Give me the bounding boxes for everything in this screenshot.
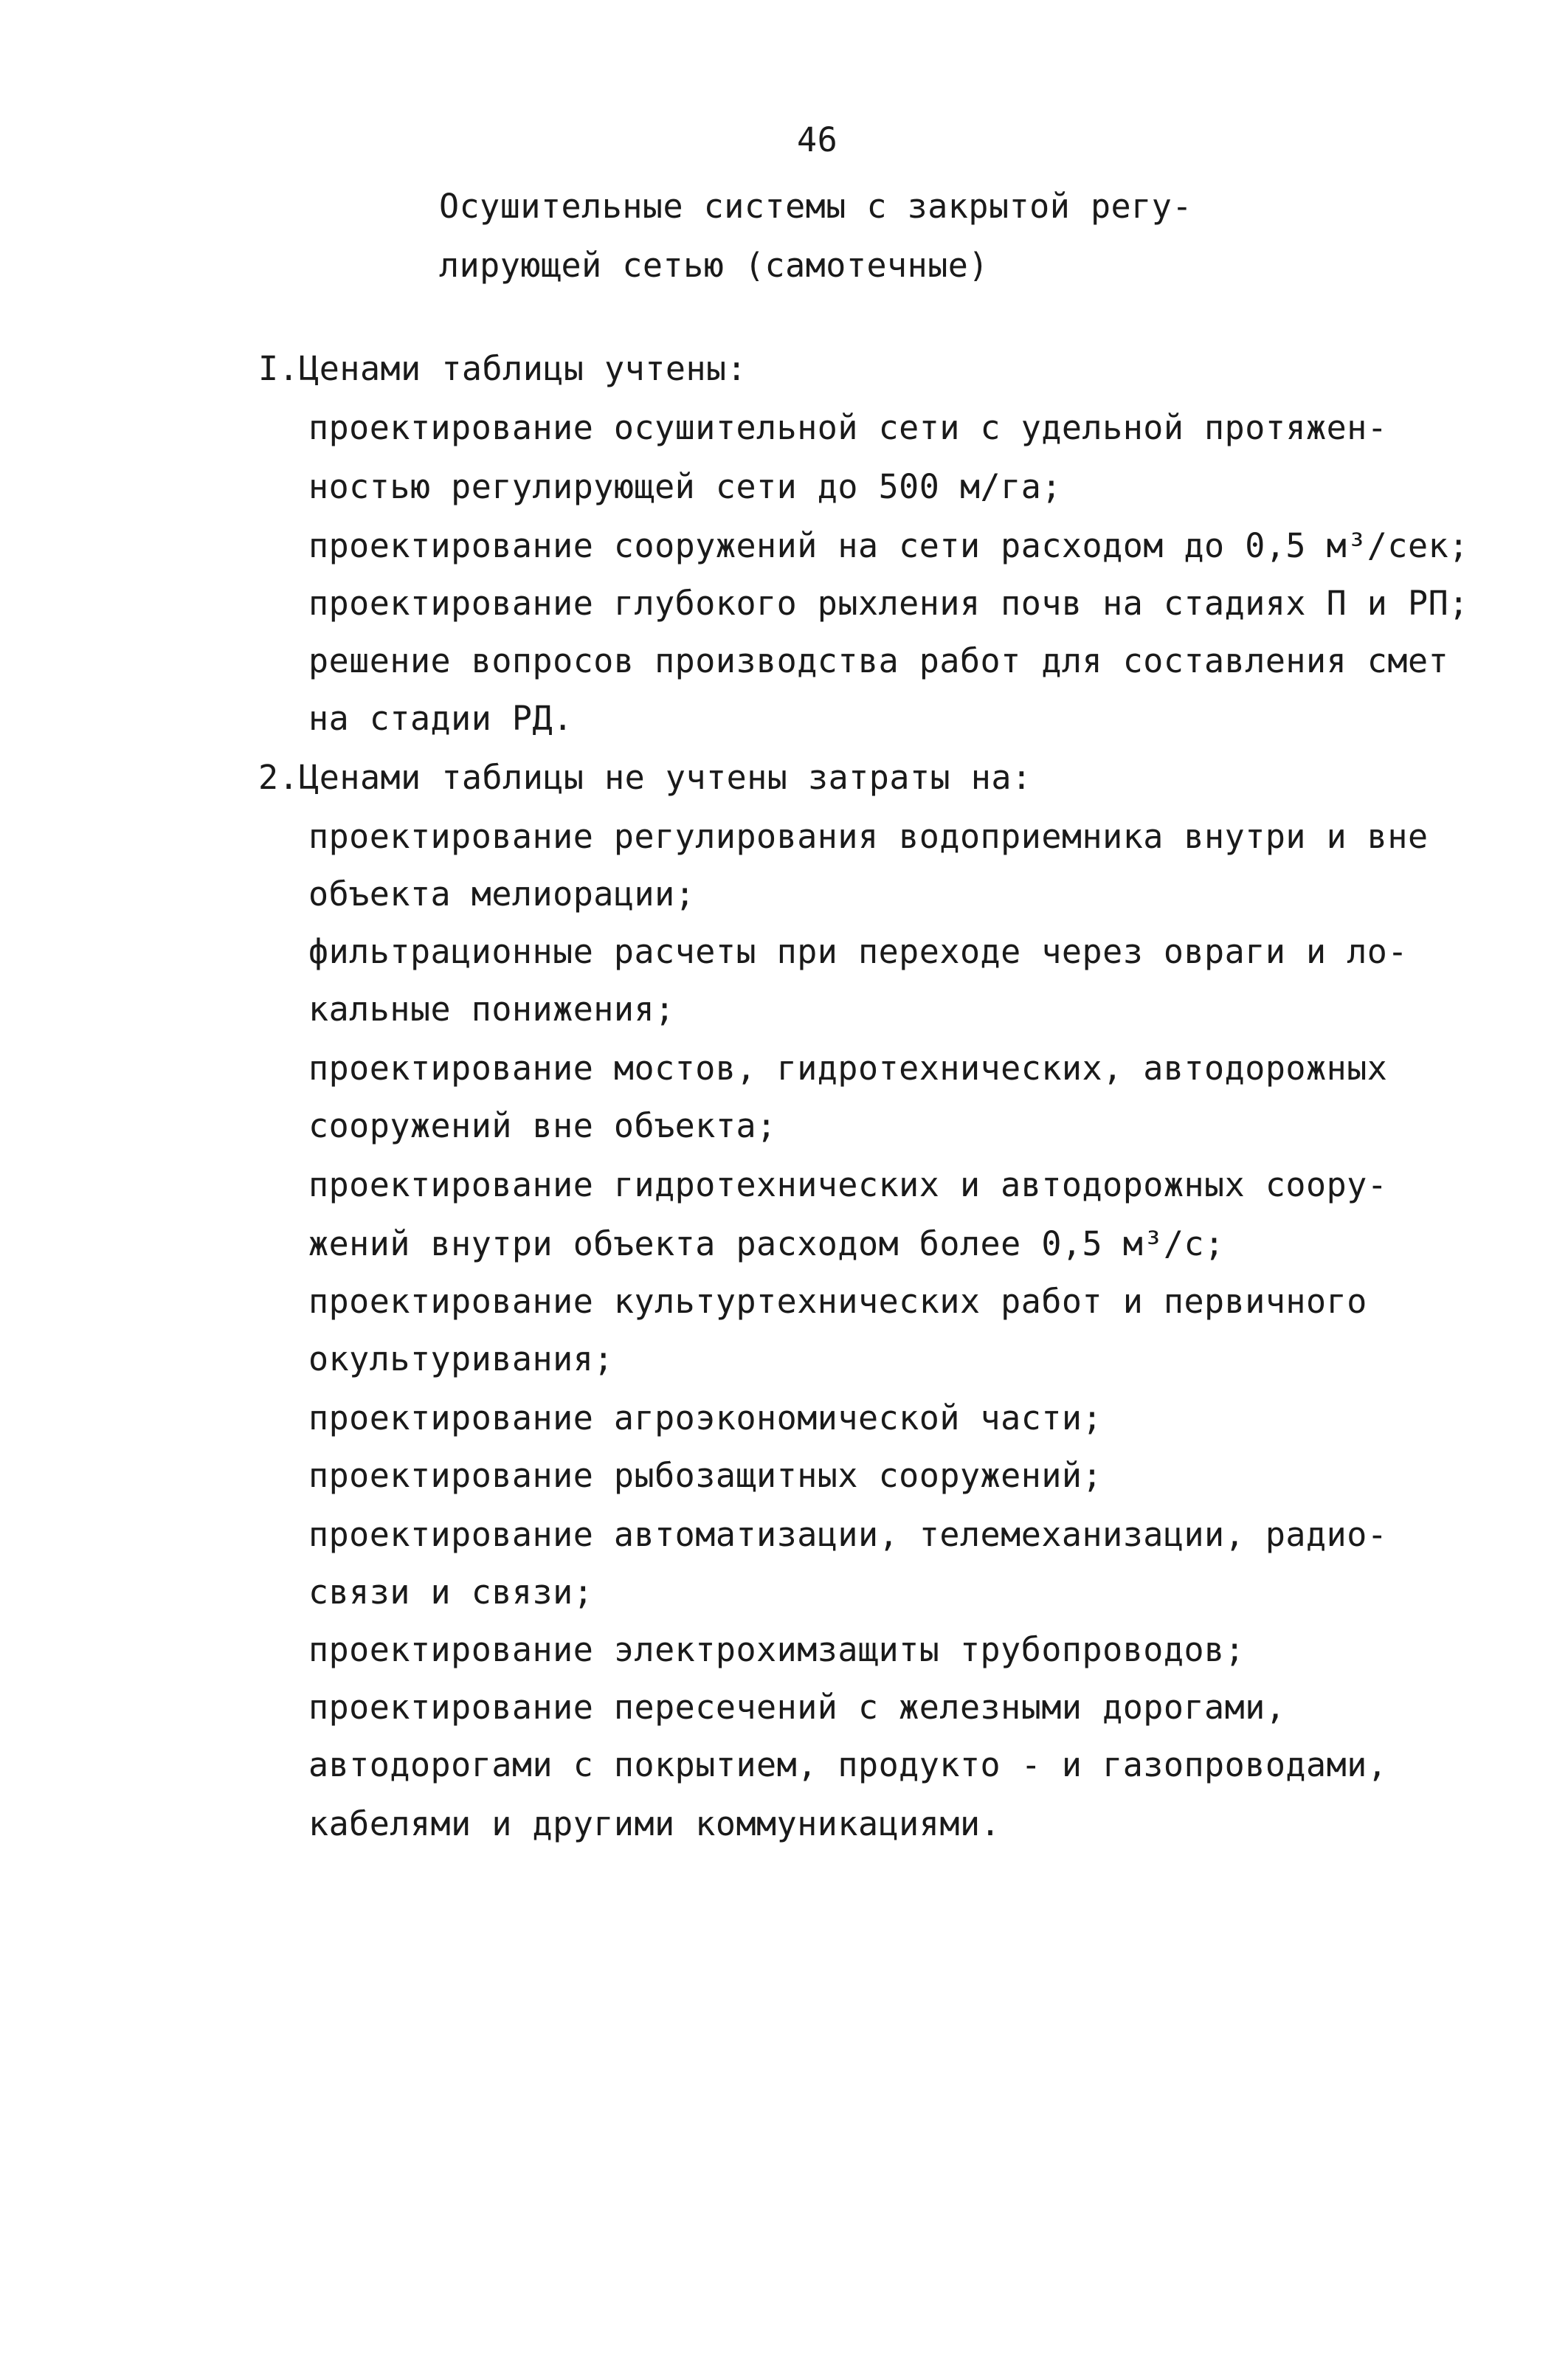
section-1-line: решение вопросов производства работ для составления смет bbox=[308, 641, 1449, 680]
section-1-heading: I.Ценами таблицы учтены: bbox=[258, 349, 747, 388]
title-line-2: лирующей сетью (самотечные) bbox=[439, 246, 989, 285]
section-2-line: объекта мелиорации; bbox=[308, 874, 696, 914]
section-2-line: автодорогами с покрытием, продукто - и газопроводами, bbox=[308, 1745, 1388, 1784]
section-2-line: проектирование регулирования водоприемника внутри и вне bbox=[308, 817, 1429, 856]
section-1-line: проектирование сооружений на сети расходом до 0,5 м³/сек; bbox=[308, 526, 1469, 565]
section-1-line: проектирование глубокого рыхления почв на стадиях П и РП; bbox=[308, 584, 1469, 623]
section-2-line: жений внутри объекта расходом более 0,5 м³/с; bbox=[308, 1224, 1225, 1263]
section-1-line: ностью регулирующей сети до 500 м/га; bbox=[308, 467, 1062, 506]
section-2-line: проектирование электрохимзащиты трубопроводов; bbox=[308, 1630, 1246, 1669]
section-2-line: связи и связи; bbox=[308, 1573, 594, 1612]
section-2-line: фильтрационные расчеты при переходе через овраги и ло- bbox=[308, 932, 1408, 971]
page-number: 46 bbox=[797, 120, 838, 159]
section-2-line: сооружений вне объекта; bbox=[308, 1106, 777, 1145]
section-2-line: проектирование мостов, гидротехнических, автодорожных bbox=[308, 1049, 1388, 1088]
section-2-line: проектирование гидротехнических и автодорожных соору- bbox=[308, 1165, 1388, 1204]
section-2-line: окультуривания; bbox=[308, 1339, 614, 1378]
section-1-line: проектирование осушительной сети с удельной протяжен- bbox=[308, 408, 1388, 447]
section-2-line: кальные понижения; bbox=[308, 990, 675, 1029]
section-2-line: проектирование агроэкономической части; bbox=[308, 1398, 1103, 1437]
section-1-line: на стадии РД. bbox=[308, 699, 573, 738]
section-2-line: проектирование автоматизации, телемеханизации, радио- bbox=[308, 1515, 1388, 1554]
section-2-line: проектирование рыбозащитных сооружений; bbox=[308, 1456, 1103, 1495]
section-2-line: проектирование культуртехнических работ и первичного bbox=[308, 1282, 1367, 1321]
section-2-line: проектирование пересечений с железными дорогами, bbox=[308, 1688, 1286, 1727]
section-2-heading: 2.Ценами таблицы не учтены затраты на: bbox=[258, 758, 1032, 797]
title-line-1: Осушительные системы с закрытой регу- bbox=[439, 187, 1192, 226]
section-2-line: кабелями и другими коммуникациями. bbox=[308, 1804, 1001, 1843]
